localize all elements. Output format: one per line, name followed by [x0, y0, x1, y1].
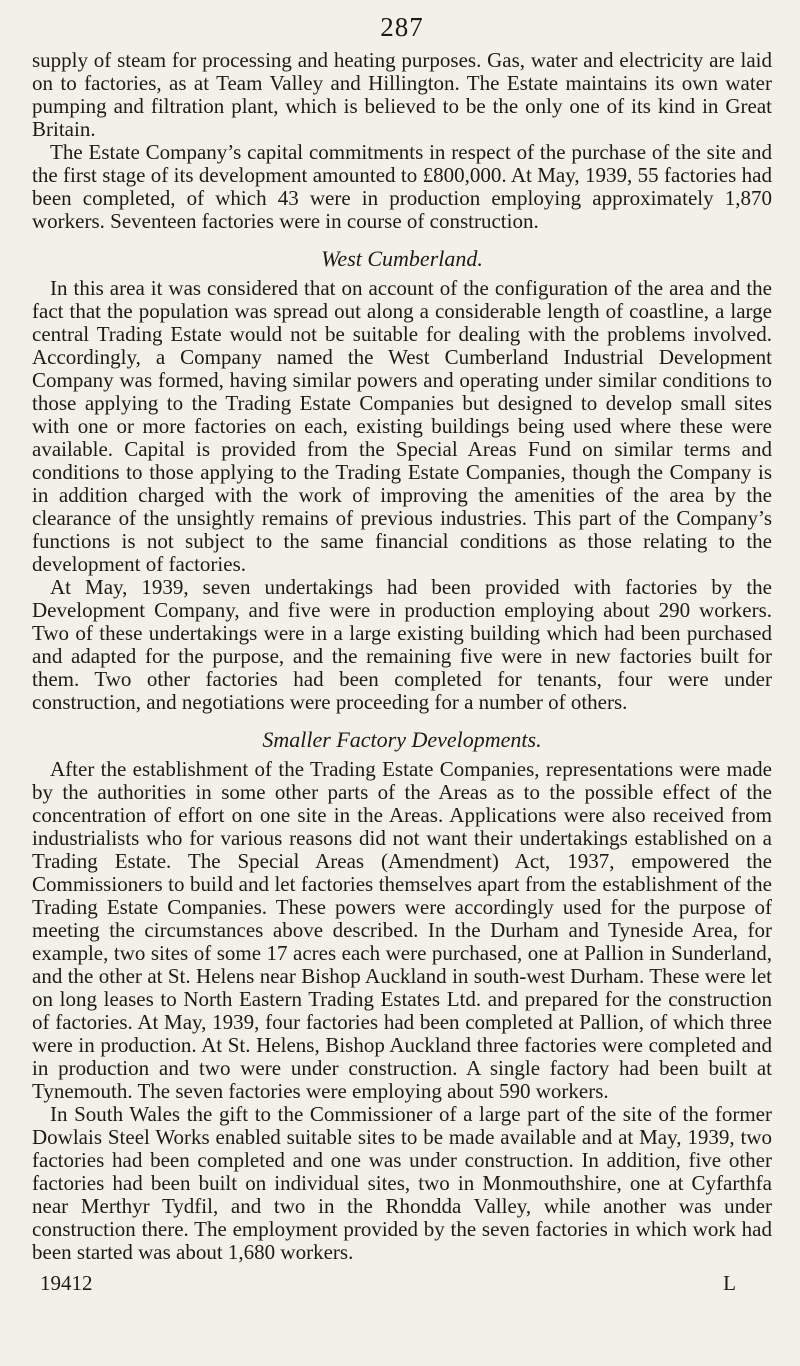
- intro-paragraph-1: supply of steam for processing and heating purposes. Gas, water and electricity are laid on to factories, as at Team Valley and Hillington. The Estate maintains its own water pumping and filtration plant, which is believed to be the only one of its kind in Great Britain.: [32, 48, 772, 141]
- sheet-letter: L: [723, 1271, 736, 1295]
- smaller-factory-paragraph-2: In South Wales the gift to the Commissioner of a large part of the site of the former Dowlais Steel Works enabled suitable sites to be made available and at May, 1939, two factories had been completed and one was under construction. In addition, five other factories had been built on individual sites, two in Monmouthshire, one at Cyfarthfa near Merthyr Tydfil, and two in the Rhondda Valley, while another was under construction there. The employment provided by the seven factories in which work had been started was about 1,680 workers.: [32, 1102, 772, 1264]
- west-cumberland-heading: West Cumberland.: [321, 246, 483, 271]
- page-footer: [32, 1272, 772, 1295]
- printer-signature: 19412: [40, 1271, 93, 1295]
- west-cumberland-paragraph-1: In this area it was considered that on account of the configuration of the area and the fact that the population was spread out along a considerable length of coastline, a large central Trading Estate would not be suitable for dealing with the problems involved. Accordingly, a Company named the West Cumberland Industrial Development Company was formed, having similar powers and operating under similar conditions to those applying to the Trading Estate Companies but designed to develop small sites with one or more factories on each, existing buildings being used where these were available. Capital is provided from the Special Areas Fund on similar terms and conditions to those applying to the Trading Estate Companies, though the Company is in addition charged with the work of improving the amenities of the area by the clearance of the unsightly remains of previous industries. This part of the Company’s functions is not subject to the same financial conditions as those relating to the development of factories.: [32, 276, 772, 576]
- smaller-factory-heading: Smaller Factory Developments.: [262, 727, 542, 752]
- smaller-factory-paragraph-1: After the establishment of the Trading Estate Companies, representations were made by the authorities in some other parts of the Areas as to the possible effect of the concentration of effort on one site in the Areas. Applications were also received from industrialists who for various reasons did not want their undertakings established on a Trading Estate. The Special Areas (Amendment) Act, 1937, empowered the Commissioners to build and let factories themselves apart from the establishment of the Trading Estate Companies. These powers were accordingly used for the purpose of meeting the circumstances above described. In the Durham and Tyneside Area, for example, two sites of some 17 acres each were purchased, one at Pallion in Sunderland, and the other at St. Helens near Bishop Auckland in south-west Durham. These were let on long leases to North Eastern Trading Estates Ltd. and prepared for the construction of factories. At May, 1939, four factories had been completed at Pallion, of which three were in production. At St. Helens, Bishop Auckland three factories were completed and in production and two were under construction. A single factory had been built at Tynemouth. The seven factories were employing about 590 workers.: [32, 757, 772, 1103]
- intro-paragraph-2: The Estate Company’s capital commitments in respect of the purchase of the site and the first stage of its development amounted to £800,000. At May, 1939, 55 factories had been completed, of which 43 were in production employing approximately 1,870 workers. Seventeen factories were in course of construction.: [32, 140, 772, 233]
- document-page: [32, 14, 772, 1295]
- page-number: 287: [380, 12, 424, 42]
- west-cumberland-paragraph-2: At May, 1939, seven undertakings had been provided with factories by the Development Company, and five were in production employing about 290 workers. Two of these undertakings were in a large existing building which had been purchased and adapted for the purpose, and the remaining five were in new factories built for them. Two other factories had been completed for tenants, four were under construction, and negotiations were proceeding for a number of others.: [32, 575, 772, 714]
